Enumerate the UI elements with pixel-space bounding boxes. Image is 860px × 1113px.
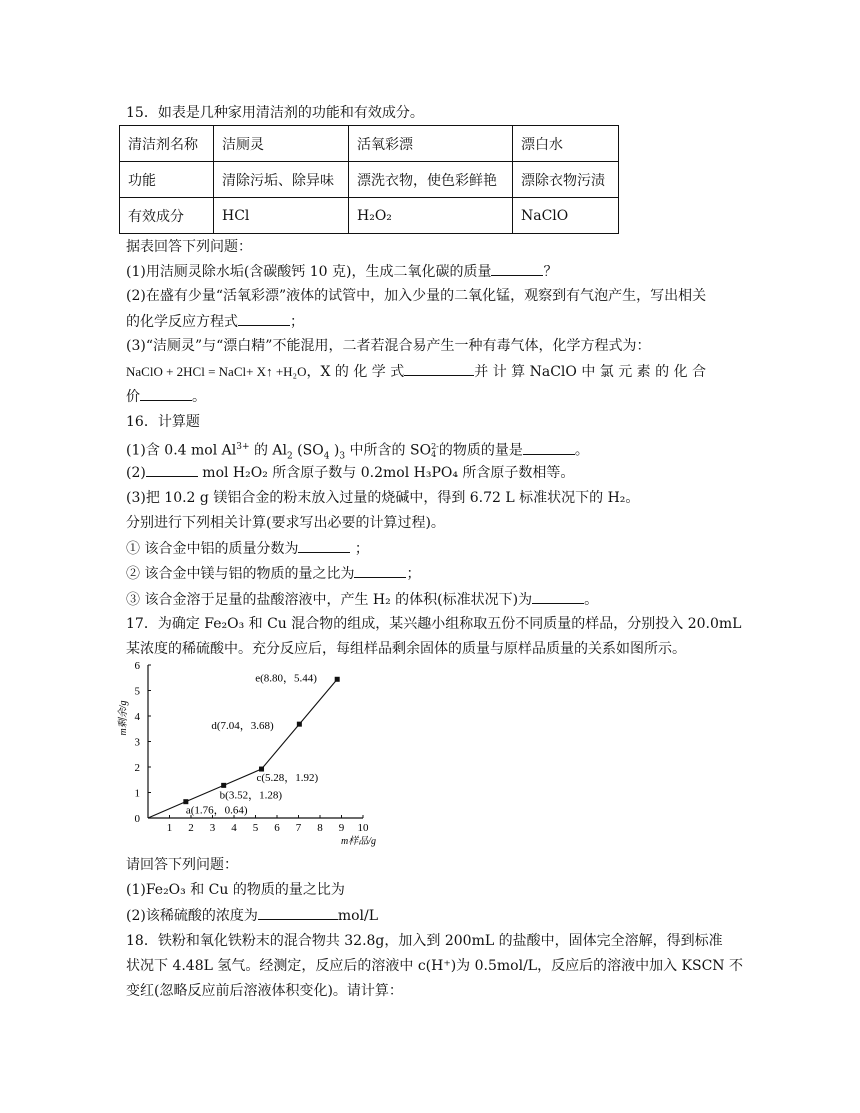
data-point	[221, 783, 226, 788]
q15-part1-text: (1)用洁厕灵除水垢(含碳酸钙 10 克)，生成二氧化碳的质量	[126, 264, 492, 280]
q15-intro: 15．如表是几种家用清洁剂的功能和有效成分。	[126, 105, 424, 121]
q18-line3: 变红(忽略反应前后溶液体积变化)。请计算：	[126, 983, 403, 999]
x-tick-label: 4	[231, 822, 237, 834]
point-label: d(7.04，3.68)	[211, 720, 274, 733]
q16-sub1	[126, 538, 369, 559]
answer-blank[interactable]	[298, 538, 350, 553]
x-tick-label: 6	[274, 822, 280, 834]
q18-line1: 18．铁粉和氧化铁粉末的混合物共 32.8g，加入到 200mL 的盐酸中，固体完全溶解，得到标准	[126, 933, 723, 949]
q15-part2b	[126, 311, 304, 332]
q15-equation: NaClO + 2HCl = NaCl+ X↑ +H₂O	[126, 364, 307, 379]
q16-part1-sup: 3+	[236, 442, 250, 452]
q17-answer2-unit: mol/L	[337, 908, 379, 924]
data-point	[297, 722, 302, 727]
q16-part1-b: 的 Al	[249, 442, 287, 459]
table-cell: NaClO	[513, 198, 619, 234]
answer-blank[interactable]	[258, 905, 338, 920]
q15-part3c	[126, 386, 206, 407]
q15-part3c-text: 价	[126, 389, 140, 405]
answer-blank[interactable]	[238, 311, 290, 326]
q17-line1: 17．为确定 Fe₂O₃ 和 Cu 混合物的组成，某兴趣小组称取五份不同质量的样品，分别投入 20.0mL	[126, 616, 742, 632]
q16-sub3-end: 。	[584, 592, 599, 608]
table-cell: 有效成分	[120, 198, 214, 234]
q15-part3b	[126, 361, 706, 382]
q15-part1-end: ？	[543, 264, 558, 280]
table-cell: 漂洗衣物，使色彩鲜艳	[349, 162, 513, 198]
q15-part2a: (2)在盛有少量“活氧彩漂”液体的试管中，加入少量的二氧化锰，观察到有气泡产生，写出相关	[126, 288, 707, 304]
data-point	[183, 799, 188, 804]
table-cell: H₂O₂	[349, 198, 513, 234]
table-cell: 漂白水	[513, 126, 619, 162]
q16-part1-c: (SO	[292, 442, 324, 459]
q16-part3: (3)把 10.2 g 镁铝合金的粉末放入过量的烧碱中，得到 6.72 L 标准状况下的 H₂。	[126, 490, 640, 506]
y-tick-label: 1	[134, 787, 140, 800]
point-label: e(8.80，5.44)	[255, 672, 317, 685]
q16-part1-end: 。	[574, 442, 589, 459]
y-tick-label: 6	[134, 660, 140, 672]
q16-part4: 分别进行下列相关计算(要求写出必要的计算过程)。	[126, 515, 445, 531]
table-row	[120, 162, 619, 198]
x-axis-label: m样品/g	[341, 836, 376, 847]
table-cell: 清除污垢、除异味	[214, 162, 349, 198]
table-row	[120, 126, 619, 162]
subscript: 3	[339, 451, 346, 462]
q15-part3-mid2: 并 计 算 NaClO 中 氯 元 素 的 化 合	[474, 364, 707, 380]
q15-part3-mid: ，X 的 化 学 式	[306, 364, 405, 380]
q16-sub3-text: ③ 该合金溶于足量的盐酸溶液中，产生 H₂ 的体积(标准状况下)为	[126, 592, 533, 608]
q17-answer2-text: (2)该稀硫酸的浓度为	[126, 908, 258, 924]
y-tick-label: 5	[134, 685, 140, 698]
point-label: b(3.52，1.28)	[219, 789, 283, 802]
q17-line2: 某浓度的稀硫酸中。充分反应后，每组样品剩余固体的质量与原样品质量的关系如图所示。	[126, 641, 686, 657]
q15-ask: 据表回答下列问题：	[126, 239, 252, 255]
q16-part1-f: 的物质的量是	[438, 442, 523, 459]
table-cell: HCl	[214, 198, 349, 234]
x-tick-label: 3	[209, 822, 216, 834]
q16-part2	[126, 462, 574, 483]
q15-part3c-end: 。	[192, 389, 206, 405]
point-label: a(1.76，0.64)	[185, 804, 248, 817]
x-tick-label: 7	[295, 822, 302, 834]
x-tick-label: 8	[317, 822, 323, 834]
mass-chart	[120, 660, 380, 850]
point-label: c(5.28，1.92)	[256, 772, 319, 785]
q17-answer1: (1)Fe₂O₃ 和 Cu 的物质的量之比为	[126, 882, 345, 898]
q16-sub2-text: ② 该合金中镁与铝的物质的量之比为	[126, 566, 355, 582]
table-cell: 清洁剂名称	[120, 126, 214, 162]
y-tick-label: 0	[134, 813, 140, 825]
answer-blank[interactable]	[146, 462, 198, 477]
y-axis-label: m剩余/g	[118, 700, 129, 736]
answer-blank[interactable]	[354, 563, 406, 578]
q15-part1	[126, 261, 557, 282]
q16-title: 16．计算题	[126, 414, 200, 430]
answer-blank[interactable]	[491, 261, 543, 276]
data-point	[259, 767, 264, 772]
q16-sub2-end: ；	[406, 566, 421, 582]
q15-part2b-text: 的化学反应方程式	[126, 314, 238, 330]
q16-part1-a: (1)含 0.4 mol Al	[126, 442, 237, 459]
table-cell: 功能	[120, 162, 214, 198]
subscript: 4	[323, 451, 330, 462]
table-cell: 活氧彩漂	[349, 126, 513, 162]
q17-answer2	[126, 905, 378, 926]
y-tick-label: 3	[134, 736, 140, 749]
table-cell: 洁厕灵	[214, 126, 349, 162]
x-tick-label: 2	[188, 822, 194, 834]
q16-part2-lead: (2)	[126, 465, 146, 481]
table-row	[120, 198, 619, 234]
y-tick-label: 4	[134, 711, 140, 723]
table-cell: 漂除衣物污渍	[513, 162, 619, 198]
q16-sub1-text: ① 该合金中铝的质量分数为	[126, 541, 299, 557]
y-tick-label: 2	[134, 762, 140, 774]
x-tick-label: 9	[338, 822, 345, 834]
q15-part3a: (3)“洁厕灵”与“漂白精”不能混用，二者若混合易产生一种有毒气体，化学方程式为：	[126, 338, 651, 354]
q17-ask: 请回答下列问题：	[126, 857, 238, 873]
q16-sub1-end: ；	[350, 541, 369, 557]
answer-blank[interactable]	[523, 440, 575, 455]
q16-part2-text: mol H₂O₂ 所含原子数与 0.2mol H₃PO₄ 所含原子数相等。	[197, 465, 575, 481]
q16-sub3	[126, 589, 598, 610]
q16-sub2	[126, 563, 420, 584]
subscript: 2	[287, 451, 293, 462]
q16-part1-d: )	[329, 442, 340, 459]
answer-blank[interactable]	[532, 589, 584, 604]
x-tick-label: 10	[357, 822, 369, 834]
q18-line2: 状况下 4.48L 氢气。经测定，反应后的溶液中 c(H⁺)为 0.5mol/L，反应后的溶液中加入 KSCN 不	[126, 958, 744, 974]
x-tick-label: 1	[166, 822, 173, 834]
answer-blank[interactable]	[140, 386, 192, 401]
x-tick-label: 5	[252, 822, 259, 834]
q16-part1-e: 中所含的 SO	[345, 442, 432, 459]
q15-part2b-end: ；	[290, 314, 304, 330]
answer-blank[interactable]	[404, 361, 474, 376]
sulfate-charge: 2- 4	[431, 441, 439, 459]
cleaner-table	[119, 125, 619, 234]
data-point	[335, 677, 340, 682]
